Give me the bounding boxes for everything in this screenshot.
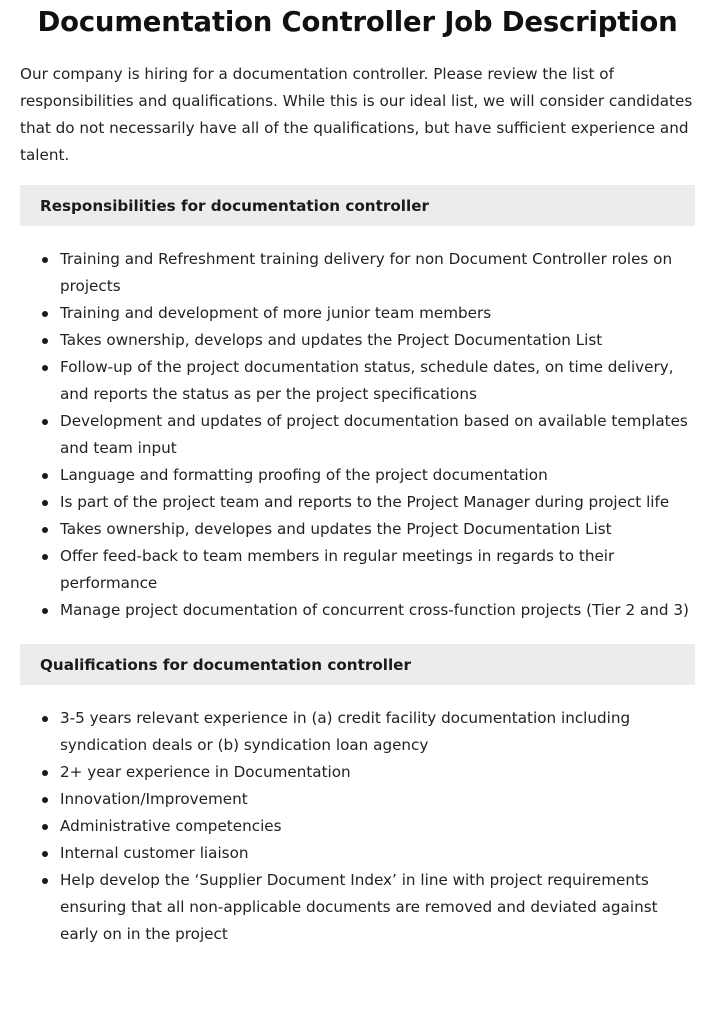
bullet-icon [42, 338, 48, 344]
list-item-text: Manage project documentation of concurrent cross-function projects (Tier 2 and 3) [60, 601, 689, 619]
bullet-icon [42, 851, 48, 857]
list-item-text: Help develop the ‘Supplier Document Index’ in line with project requirements ensuring that all non-applicable documents are removed and deviated against early on in the project [60, 871, 658, 943]
list-item [20, 705, 695, 759]
responsibilities-list [20, 246, 695, 624]
list-item [20, 246, 695, 300]
intro-paragraph: Our company is hiring for a documentation controller. Please review the list of responsibilities and qualifications. While this is our ideal list, we will consider candidates that do not necessarily have all of the qualifications, but have sufficient experience and talent. [20, 65, 693, 164]
list-item-text: 3-5 years relevant experience in (a) credit facility documentation including syndication deals or (b) syndication loan agency [60, 709, 631, 754]
bullet-icon [42, 473, 48, 479]
list-item [20, 840, 695, 867]
bullet-icon [42, 797, 48, 803]
list-item [20, 867, 695, 948]
list-item-text: Internal customer liaison [60, 844, 249, 862]
list-item [20, 489, 695, 516]
list-item-text: Is part of the project team and reports to the Project Manager during project life [60, 493, 670, 511]
page-title: Documentation Controller Job Description [37, 6, 678, 38]
bullet-icon [42, 311, 48, 317]
qualifications-header [20, 644, 695, 685]
bullet-icon [42, 770, 48, 776]
list-item [20, 597, 695, 624]
bullet-icon [42, 716, 48, 722]
bullet-icon [42, 500, 48, 506]
bullet-icon [42, 527, 48, 533]
list-item-text: Offer feed-back to team members in regular meetings in regards to their performance [60, 547, 615, 592]
list-item-text: Administrative competencies [60, 817, 282, 835]
qualifications-heading: Qualifications for documentation controller [40, 655, 411, 674]
list-item-text: 2+ year experience in Documentation [60, 763, 351, 781]
list-item [20, 300, 695, 327]
list-item-text: Development and updates of project documentation based on available templates and team input [60, 412, 688, 457]
list-item [20, 516, 695, 543]
list-item [20, 354, 695, 408]
list-item-text: Takes ownership, develops and updates the Project Documentation List [60, 331, 603, 349]
list-item-text: Training and Refreshment training delivery for non Document Controller roles on projects [60, 250, 673, 295]
list-item [20, 327, 695, 354]
list-item-text: Innovation/Improvement [60, 790, 248, 808]
list-item [20, 462, 695, 489]
bullet-icon [42, 257, 48, 263]
bullet-icon [42, 365, 48, 371]
responsibilities-header [20, 185, 695, 226]
bullet-icon [42, 878, 48, 884]
bullet-icon [42, 419, 48, 425]
list-item-text: Follow-up of the project documentation status, schedule dates, on time delivery, and reports the status as per the project specifications [60, 358, 674, 403]
bullet-icon [42, 554, 48, 560]
bullet-icon [42, 608, 48, 614]
list-item-text: Language and formatting proofing of the project documentation [60, 466, 548, 484]
responsibilities-heading: Responsibilities for documentation controller [40, 196, 430, 215]
list-item [20, 786, 695, 813]
qualifications-list [20, 705, 695, 948]
list-item-text: Training and development of more junior team members [60, 304, 492, 322]
list-item [20, 759, 695, 786]
list-item [20, 813, 695, 840]
bullet-icon [42, 824, 48, 830]
list-item-text: Takes ownership, developes and updates the Project Documentation List [60, 520, 612, 538]
list-item [20, 408, 695, 462]
list-item [20, 543, 695, 597]
